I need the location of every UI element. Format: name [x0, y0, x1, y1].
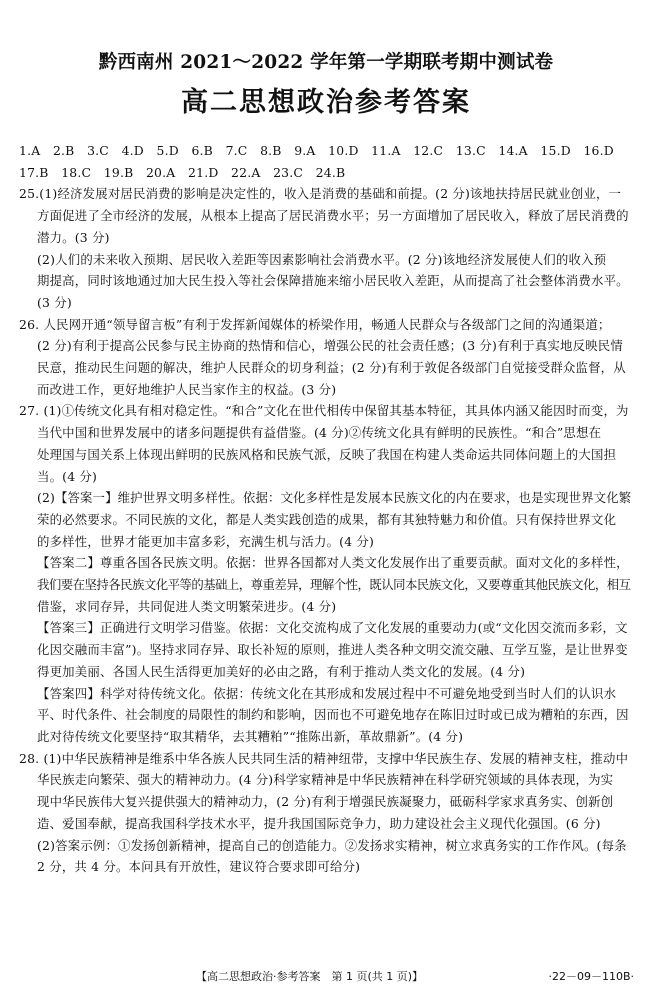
multiple-choice-answers	[19, 140, 631, 183]
answer-line: 26. 人民网开通“领导留言板”有利于发挥新闻媒体的桥梁作用，畅通人民群众与各级部门之间的沟通渠道；	[19, 316, 611, 332]
answer-line: 此对待传统文化要坚持“取其精华，去其糟粕”“推陈出新，革故鼎新”。(4 分)	[37, 728, 464, 744]
answer-line: 方面促进了全市经济的发展，从根本上提高了居民消费水平；另一方面增加了居民收入，释放了居民消费的	[37, 208, 629, 224]
question-27	[19, 400, 631, 747]
answer-line: 化因交融而丰富”)。坚持求同存异、取长补短的原则，推进人类各种文明交流交融、互学互鉴，是让世界变	[37, 642, 628, 658]
answer-line: 【答案二】尊重各国各民族文明。依据：世界各国都对人类文化发展作出了重要贡献。面对文化的多样性，	[37, 555, 629, 571]
question-26	[19, 314, 631, 401]
answer-line: (3 分)	[37, 294, 72, 310]
choice-row: 1.A 2.B 3.C 4.D 5.D 6.B 7.C 8.B 9.A 10.D 11.A 12.C 13.C 14.A 15.D 16.D	[19, 143, 614, 158]
answer-line: 荣的必然要求。不同民族的文化，都是人类实践创造的成果，都有其独特魅力和价值。只有保持世界文化	[37, 511, 617, 527]
footer-code: ·22－09－110B·	[548, 970, 634, 983]
answer-line: 的多样性，世界才能更加丰富多彩，充满生机与活力。(4 分)	[37, 533, 375, 549]
question-25	[19, 183, 631, 313]
answer-line: 【答案四】科学对待传统文化。依据：传统文化在其形成和发展过程中不可避免地受到当时人们的认识水	[37, 685, 617, 701]
answer-line: 潜力。(3 分)	[37, 229, 110, 245]
answer-line: 25.(1)经济发展对居民消费的影响是决定性的，收入是消费的基础和前提。(2 分)该地扶持居民就业创业，一	[19, 186, 622, 202]
answer-line: 造、爱国奉献，提高我国科学技术水平，提升我国国际竞争力，助力建设社会主义现代化强国。(6 分)	[37, 815, 601, 831]
answer-line: 处理国与国关系上体现出鲜明的民族风格和民族气派，反映了我国在构建人类命运共同体问题上的大国担	[37, 446, 617, 462]
page-footer	[0, 968, 652, 990]
answer-line: 28. (1)中华民族精神是维系中华各族人民共同生活的精神纽带，支撑中华民族生存、发展的精神支柱，推动中	[19, 750, 629, 766]
answer-line: 平、时代条件、社会制度的局限性的制约和影响，因而也不可避免地存在陈旧过时或已成为糟粕的东西，因	[37, 707, 629, 723]
answer-line: 而改进工作，更好地维护人民当家作主的权益。(3 分)	[37, 381, 337, 397]
question-28	[19, 748, 631, 878]
answer-line: (2)答案示例：①发扬创新精神，提高自己的创造能力。②发扬求实精神，树立求真务实的工作作风。(每条	[37, 837, 627, 853]
answer-line: 得更加美丽、各国人民生活得更加美好的必由之路，有利于推动人类文化的发展。(4 分)	[37, 663, 526, 679]
answer-line: 【答案三】正确进行文明学习借鉴。依据：文化交流构成了文化发展的重要动力(或“文化因交流而多彩，文	[37, 620, 628, 636]
choice-row: 17.B 18.C 19.B 20.A 21.D 22.A 23.C 24.B	[19, 164, 346, 180]
answer-line: 现中华民族伟大复兴提供强大的精神动力，(2 分)有利于增强民族凝聚力，砥砺科学家求真务实、创新创	[37, 794, 614, 810]
exam-title: 黔西南州 2021～2022 学年第一学期联考期中测试卷	[98, 52, 554, 73]
answer-line: 华民族走向繁荣、强大的精神动力。(4 分)科学家精神是中华民族精神在科学研究领域的具体表现，为实	[37, 772, 614, 788]
footer-page-label: 【高二思想政治·参考答案 第 1 页(共 1 页)】	[196, 970, 424, 983]
answer-line: 2 分，共 4 分。本问具有开放性，建议符合要求即可给分)	[37, 859, 361, 875]
answer-line: 我们要在坚持各民族文化平等的基础上，尊重差异，理解个性，既认同本民族文化，又要尊重其他民族文化，相互	[37, 577, 631, 593]
answer-line: 当。(4 分)	[37, 468, 98, 484]
answer-line: 期提高，同时该地通过加大民生投入等社会保障措施来缩小居民收入差距，从而提高了社会整体消费水平。	[37, 273, 629, 289]
page-title: 高二思想政治参考答案	[181, 87, 471, 118]
answer-line: 当代中国和世界发展中的诸多问题提供有益借鉴。(4 分)②传统文化具有鲜明的民族性。“和合”思想在	[37, 425, 602, 441]
answer-line: 借鉴，求同存异，共同促进人类文明繁荣进步。(4 分)	[37, 598, 337, 614]
answer-line: 民意，推动民生问题的解决，维护人民群众的切身利益；(2 分)有利于敦促各级部门自觉接受群众监督，从	[37, 360, 626, 376]
answer-line: 27. (1)①传统文化具有相对稳定性。“和合”文化在世代相传中保留其基本特征，其具体内涵又能因时而变，为	[19, 403, 629, 419]
answer-line: (2 分)有利于提高公民参与民主协商的热情和信心，增强公民的社会责任感；(3 分)有利于真实地反映民情	[37, 338, 623, 354]
answer-line: (2)【答案一】维护世界文明多样性。依据：文化多样性是发展本民族文化的内在要求，也是实现世界文化繁	[37, 490, 632, 506]
answer-body	[19, 140, 631, 878]
answer-line: (2)人们的未来收入预期、居民收入差距等因素影响社会消费水平。(2 分)该地经济发展使人们的收入预	[37, 251, 607, 267]
